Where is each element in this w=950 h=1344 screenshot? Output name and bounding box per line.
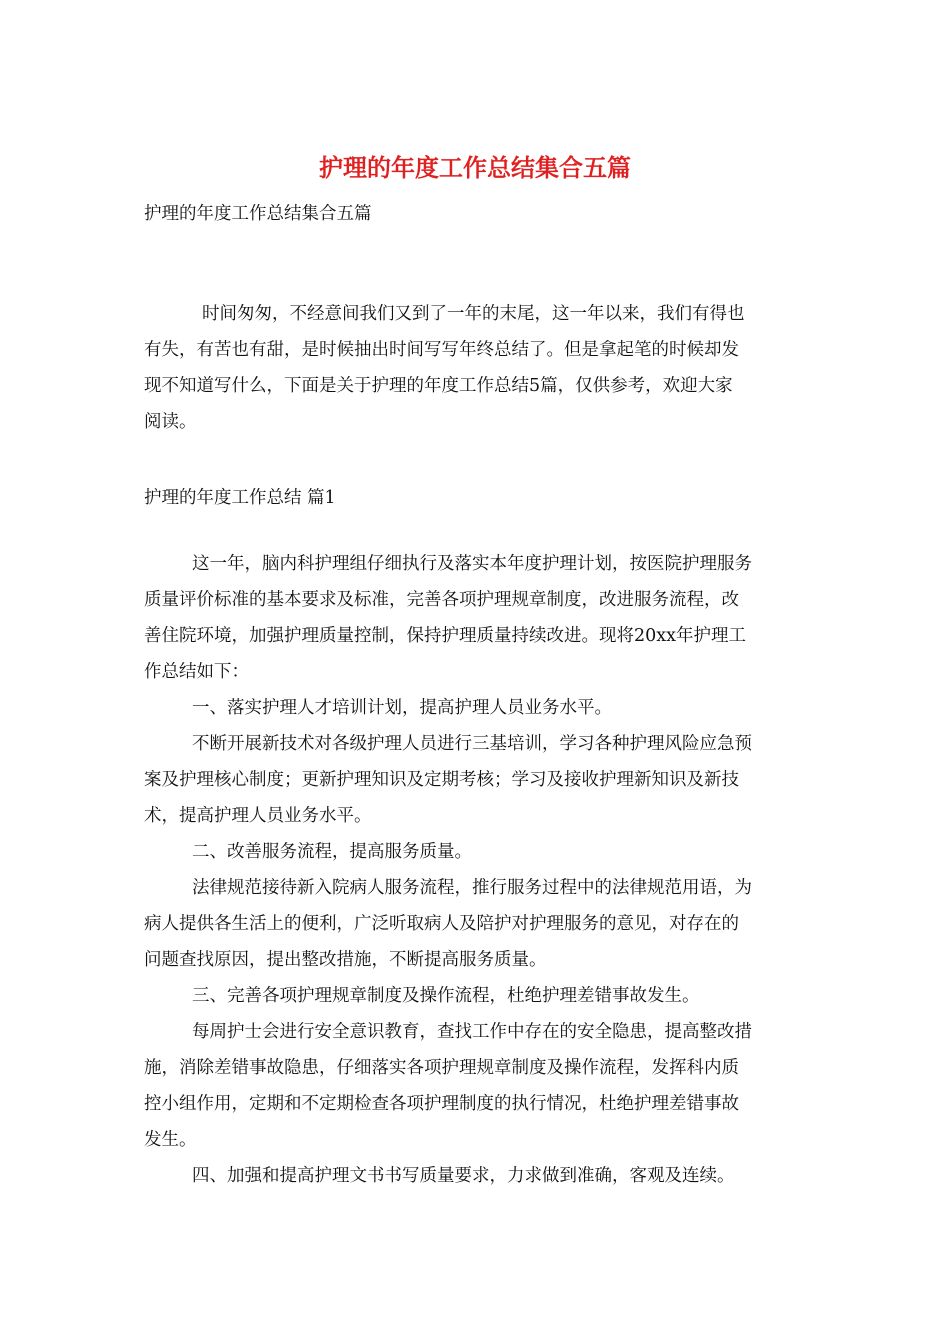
paragraph-line: 发生。 xyxy=(144,1130,197,1150)
paragraph-line: 控小组作用，定期和不定期检查各项护理制度的执行情况，杜绝护理差错事故 xyxy=(144,1094,739,1114)
paragraph-line: 作总结如下： xyxy=(144,662,249,682)
paragraph-line: 案及护理核心制度；更新护理知识及定期考核；学习及接收护理新知识及新技 xyxy=(144,770,739,790)
paragraph-line: 阅读。 xyxy=(144,412,197,432)
document-title: 护理的年度工作总结集合五篇 xyxy=(319,153,631,182)
item-heading: 一、落实护理人才培训计划，提高护理人员业务水平。 xyxy=(192,698,612,718)
item-heading: 二、改善服务流程，提高服务质量。 xyxy=(192,842,472,862)
section-heading: 护理的年度工作总结 篇1 xyxy=(144,488,336,508)
paragraph-line: 这一年，脑内科护理组仔细执行及落实本年度护理计划，按医院护理服务 xyxy=(192,554,752,574)
document-subtitle: 护理的年度工作总结集合五篇 xyxy=(144,204,372,224)
item-heading: 三、完善各项护理规章制度及操作流程，杜绝护理差错事故发生。 xyxy=(192,986,700,1006)
paragraph-line: 质量评价标准的基本要求及标准，完善各项护理规章制度，改进服务流程，改 xyxy=(144,590,739,610)
paragraph-line: 时间匆匆，不经意间我们又到了一年的末尾，这一年以来，我们有得也 xyxy=(202,304,745,324)
paragraph-line: 施，消除差错事故隐患，仔细落实各项护理规章制度及操作流程，发挥科内质 xyxy=(144,1058,739,1078)
paragraph-line: 有失，有苦也有甜，是时候抽出时间写写年终总结了。但是拿起笔的时候却发 xyxy=(144,340,739,360)
paragraph-line: 法律规范接待新入院病人服务流程，推行服务过程中的法律规范用语，为 xyxy=(192,878,752,898)
paragraph-line: 病人提供各生活上的便利，广泛听取病人及陪护对护理服务的意见，对存在的 xyxy=(144,914,739,934)
item-heading: 四、加强和提高护理文书书写质量要求，力求做到准确，客观及连续。 xyxy=(192,1166,735,1186)
paragraph-line: 不断开展新技术对各级护理人员进行三基培训，学习各种护理风险应急预 xyxy=(192,734,752,754)
intro-paragraph xyxy=(144,296,808,440)
paragraph-line: 每周护士会进行安全意识教育，查找工作中存在的安全隐患，提高整改措 xyxy=(192,1022,752,1042)
section1-body xyxy=(144,546,808,1194)
paragraph-line: 现不知道写什么，下面是关于护理的年度工作总结5篇，仅供参考，欢迎大家 xyxy=(144,376,733,396)
paragraph-line: 善住院环境，加强护理质量控制，保持护理质量持续改进。现将20xx年护理工 xyxy=(144,626,747,646)
paragraph-line: 问题查找原因，提出整改措施，不断提高服务质量。 xyxy=(144,950,547,970)
paragraph-line: 术，提高护理人员业务水平。 xyxy=(144,806,372,826)
